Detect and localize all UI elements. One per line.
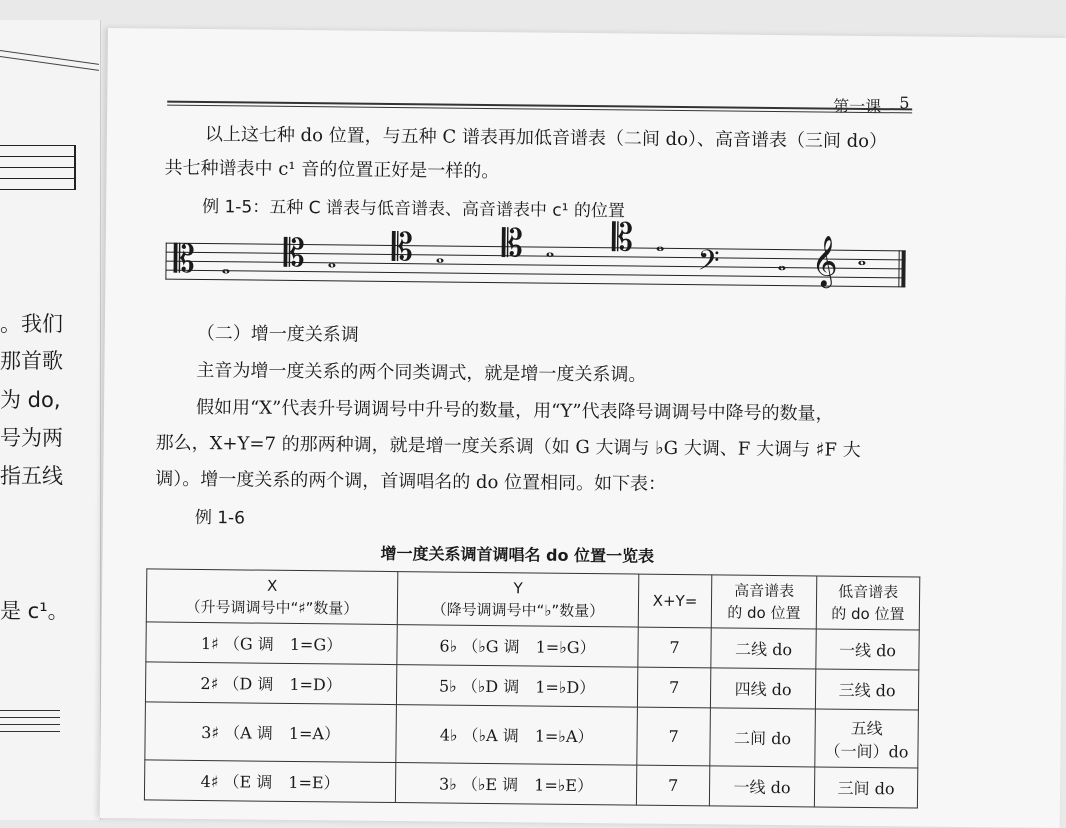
header-y-title: Y xyxy=(513,579,523,598)
header-x-title: X xyxy=(266,576,278,595)
whole-note-icon: 𝅝 xyxy=(777,251,787,277)
tenor-clef-icon: 𝄡 xyxy=(283,230,306,276)
left-fragment-5: 指五线 xyxy=(0,464,63,488)
paragraph-2: 主音为增一度关系的两个同类调式，就是增一度关系调。 xyxy=(196,359,647,386)
table-title: 增一度关系调首调唱名 do 位置一览表 xyxy=(380,543,655,566)
cell-treble: 一线 do xyxy=(709,766,814,807)
soprano-clef-icon: 𝄡 xyxy=(611,215,634,260)
cell-y: 3♭ （♭E 调 1=♭E） xyxy=(395,763,636,806)
header-y-subtitle: （降号调调号中“♭”数量） xyxy=(431,600,605,621)
mezzo-soprano-clef-icon: 𝄡 xyxy=(501,221,524,266)
cell-y: 4♭ （♭A 调 1=♭A） xyxy=(396,705,638,766)
baritone-c-clef-icon: 𝄡 xyxy=(391,224,414,270)
header-section: 第一课 xyxy=(833,96,882,117)
header-sum: X+Y= xyxy=(638,574,712,628)
left-fragment-6: 是 c¹。 xyxy=(0,599,69,623)
paragraph-3-line-3: 调）。增一度关系的两个调，首调唱名的 do 位置相同。如下表： xyxy=(155,468,667,495)
cell-bass: 一线 do xyxy=(816,629,919,670)
cell-x: 3♯ （A 调 1=A） xyxy=(145,702,397,763)
header-treble-line-2: 的 do 位置 xyxy=(727,603,801,623)
header-bass-line-2: 的 do 位置 xyxy=(831,604,905,624)
section-heading: （二）增一度关系调 xyxy=(196,322,359,346)
music-staff xyxy=(165,215,905,291)
cell-sum: 7 xyxy=(636,765,709,806)
cell-treble: 四线 do xyxy=(710,668,815,709)
cell-bass-line-1: 五线 xyxy=(850,718,883,738)
header-x-subtitle: （升号调调号中“♯”数量） xyxy=(185,597,359,618)
header-y xyxy=(397,572,639,628)
treble-clef-icon: 𝄞 xyxy=(811,235,838,287)
page-number: 5 xyxy=(899,93,910,113)
paragraph-3-line-1: 假如用“X”代表升号调调号中升号的数量，用“Y”代表降号调调号中降号的数量， xyxy=(195,396,834,425)
table-row xyxy=(144,760,917,808)
table-row xyxy=(145,702,919,768)
header-bass xyxy=(816,576,920,630)
table-header-row xyxy=(146,569,920,630)
left-fragment-3: 为 do, xyxy=(0,388,61,412)
paragraph-3-line-2: 那么，X+Y=7 的那两种调，就是增一度关系调（如 G 大调与 ♭G 大调、F 大调与 ♯F 大 xyxy=(155,432,861,461)
key-relation-table xyxy=(144,568,920,808)
cell-y: 6♭ （♭G 调 1=♭G） xyxy=(397,625,638,668)
alto-clef-icon: 𝄡 xyxy=(173,236,196,281)
cell-x: 1♯ （G 调 1=G） xyxy=(146,622,397,665)
book-page xyxy=(100,28,1066,828)
cell-sum: 7 xyxy=(638,627,711,668)
example-1-5-caption: 例 1-5：五种 C 谱表与低音谱表、高音谱表中 c¹ 的位置 xyxy=(202,196,626,222)
bass-clef-icon: 𝄢 xyxy=(697,244,720,285)
header-bass-line-1: 低音谱表 xyxy=(838,582,899,602)
cell-bass: 三间 do xyxy=(814,767,917,808)
whole-note-icon: 𝅝 xyxy=(221,254,231,280)
whole-note-icon: 𝅝 xyxy=(435,243,445,269)
cell-sum: 7 xyxy=(637,667,710,708)
whole-note-icon: 𝅝 xyxy=(857,245,867,271)
left-bottom-lines xyxy=(0,710,60,732)
cell-treble: 二间 do xyxy=(710,708,816,767)
left-page-rule-2 xyxy=(0,56,99,71)
cell-x: 4♯ （E 调 1=E） xyxy=(144,760,395,803)
cell-bass xyxy=(815,709,919,768)
header-treble-line-1: 高音谱表 xyxy=(734,581,795,601)
left-fragment-4: 号为两 xyxy=(0,426,63,450)
paragraph-1-line-2: 共七种谱表中 c¹ 音的位置正好是一样的。 xyxy=(164,157,500,183)
left-staff-fragment xyxy=(0,145,76,195)
paragraph-1-line-1: 以上这七种 do 位置，与五种 C 谱表再加低音谱表（二间 do）、高音谱表（三间 do） xyxy=(204,124,888,153)
header-x xyxy=(146,569,398,625)
whole-note-icon: 𝅝 xyxy=(545,237,555,263)
left-page xyxy=(0,20,101,820)
header-treble xyxy=(711,575,817,629)
cell-bass: 三线 do xyxy=(815,669,918,710)
cell-x: 2♯ （D 调 1=D） xyxy=(145,662,396,705)
cell-y: 5♭ （♭D 调 1=♭D） xyxy=(396,665,637,708)
whole-note-icon: 𝅝 xyxy=(327,248,337,274)
cell-treble: 二线 do xyxy=(711,628,816,669)
whole-note-icon: 𝅝 xyxy=(655,231,665,257)
left-fragment-2: 那首歌 xyxy=(0,349,63,373)
example-1-6-label: 例 1-6 xyxy=(194,507,246,529)
cell-bass-line-2: （一间）do xyxy=(824,741,909,761)
left-fragment-1: 。我们 xyxy=(0,312,63,336)
cell-sum: 7 xyxy=(637,707,711,766)
